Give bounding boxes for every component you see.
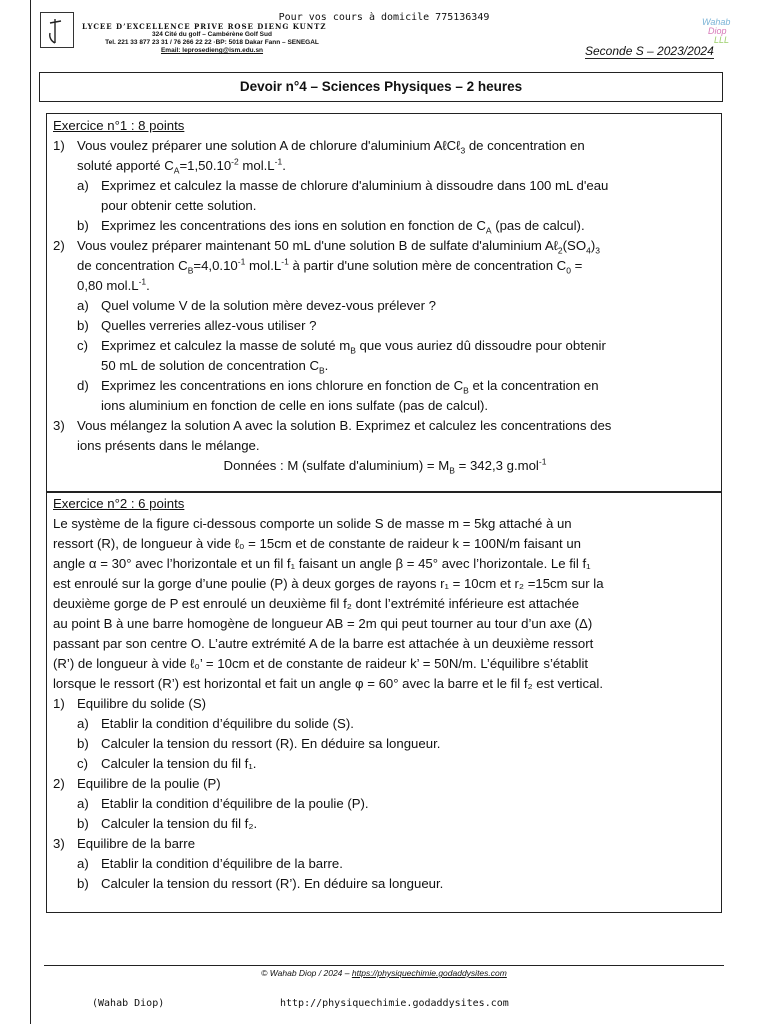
school-header — [82, 23, 342, 55]
subscript: A — [485, 225, 492, 236]
school-name: LYCEE D’EXCELLENCE PRIVE ROSE DIENG KUNTZ — [82, 22, 327, 31]
ex2-q2-title: Equilibre de la poulie (P) — [77, 776, 221, 791]
ex2-q1b — [53, 734, 717, 754]
ex1-q2d-text: et la concentration en — [468, 378, 599, 393]
bottom-url: http://physiquechimie.godaddysites.com — [280, 998, 509, 1009]
superscript: -2 — [231, 156, 239, 167]
ex2-q3b-label: b) — [77, 876, 89, 891]
exercise-2-box — [46, 491, 722, 913]
ex1-q2-text: . — [146, 278, 150, 293]
ex1-q2c-text: que vous auriez dû dissoudre pour obtenir — [355, 338, 606, 353]
ex2-q2a-text: Etablir la condition d’équilibre de la poulie (P). — [101, 796, 369, 811]
ex2-q1a-text: Etablir la condition d’équilibre du solide (S). — [101, 716, 354, 731]
ex1-q2-line2 — [53, 256, 717, 276]
superscript: -1 — [274, 156, 283, 167]
footer-copyright: © Wahab Diop / 2024 – — [261, 968, 352, 978]
ex1-q2c-text: 50 mL de solution de concentration C — [101, 358, 319, 373]
school-contact: Tel. 221 33 877 23 31 / 76 266 22 22 ·BP: 5018 Dakar Fann – SENEGAL — [105, 39, 319, 46]
subscript: 3 — [595, 245, 600, 256]
ex1-q1a-label: a) — [77, 178, 89, 193]
ex1-q1-line2 — [53, 156, 717, 176]
subscript: B — [318, 365, 325, 376]
ex2-q1c-label: c) — [77, 756, 88, 771]
ex1-q2-line3 — [53, 276, 717, 296]
ex1-data — [53, 456, 717, 476]
footer-divider — [44, 965, 724, 966]
ex1-q2-text: (SO — [562, 238, 587, 253]
footer — [0, 968, 768, 978]
ex1-q1-text: soluté apporté C — [77, 158, 174, 173]
ex1-q2b — [53, 316, 717, 336]
ex1-data-text: Données : M (sulfate d'aluminium) = M — [223, 458, 450, 473]
ex2-q2b — [53, 814, 717, 834]
ex1-q2c-line2 — [53, 356, 717, 376]
exercise-1-title: Exercice n°1 : 8 points — [53, 118, 185, 133]
ex1-q2c-text: . — [324, 358, 329, 373]
promo-text: Pour vos cours à domicile 775136349 — [278, 12, 490, 23]
subscript: 0 — [566, 265, 571, 276]
ex1-q2a-label: a) — [77, 298, 89, 313]
ex2-q1-number: 1) — [53, 696, 65, 711]
ex2-q1 — [53, 694, 717, 714]
subscript: B — [187, 265, 194, 276]
ex2-q1b-text: Calculer la tension du ressort (R). En déduire sa longueur. — [101, 736, 441, 751]
ex2-q2a-label: a) — [77, 796, 89, 811]
ex1-q2d-label: d) — [77, 378, 89, 393]
ex2-q2b-label: b) — [77, 816, 89, 831]
ex1-q1-number: 1) — [53, 138, 65, 153]
ex1-q2-text: ) — [590, 238, 596, 253]
ex2-q3 — [53, 834, 717, 854]
ex1-q2b-text: Quelles verreries allez-vous utiliser ? — [101, 318, 317, 333]
ex1-q2c — [53, 336, 717, 356]
ex2-q2 — [53, 774, 717, 794]
ex1-q2d — [53, 376, 717, 396]
ex2-para-line: au point B à une barre homogène de longueur AB = 2m qui peut tourner au tour d’un axe (Δ) — [53, 616, 593, 631]
ex1-q2a — [53, 296, 717, 316]
subscript: 3 — [460, 145, 466, 156]
ex1-q2c-label: c) — [77, 338, 88, 353]
ex2-q1c-text: Calculer la tension du fil f₁. — [101, 756, 257, 771]
subscript: B — [449, 465, 455, 476]
brand-word-2: Diop — [708, 26, 727, 36]
footer-link[interactable]: https://physiquechimie.godaddysites.com — [351, 968, 507, 978]
ex2-q3a — [53, 854, 717, 874]
ex2-q2b-text: Calculer la tension du fil f₂. — [101, 816, 258, 831]
ex1-q1b-text: (pas de calcul). — [491, 218, 585, 233]
ex1-q1-text: . — [282, 158, 286, 173]
subscript: 4 — [586, 245, 591, 256]
ex1-data-text: = 342,3 g.mol — [454, 458, 539, 473]
ex2-para-line: Le système de la figure ci-dessous comporte un solide S de masse m = 5kg attaché à un — [53, 516, 572, 531]
superscript: -1 — [138, 276, 147, 287]
ex2-q3a-text: Etablir la condition d’équilibre de la barre. — [101, 856, 343, 871]
subscript: A — [173, 165, 180, 176]
ex1-q2 — [53, 236, 717, 256]
ex1-q1 — [53, 136, 717, 156]
exam-title: Devoir n°4 – Sciences Physiques – 2 heures — [39, 72, 723, 102]
ex2-q3b-text: Calculer la tension du ressort (R’). En déduire sa longueur. — [101, 876, 444, 891]
ex1-q2-text: à partir d'une solution mère de concentration C — [288, 258, 567, 273]
ex2-q3b — [53, 874, 717, 894]
ex2-q2a — [53, 794, 717, 814]
ex1-q1a-line2 — [53, 196, 717, 216]
ex2-q3-number: 3) — [53, 836, 65, 851]
ex1-q2-text: mol.L — [245, 258, 282, 273]
ex1-q1a-text: Exprimez et calculez la masse de chlorure d'aluminium à dissoudre dans 100 mL d'eau — [101, 178, 609, 193]
subscript: 2 — [557, 245, 563, 256]
brand-word-3: LLL — [714, 35, 730, 45]
brand-word-1: Wahab — [702, 17, 731, 27]
school-email: Email: leprosedieng@ism.edu.sn — [160, 47, 264, 54]
ex2-q1a-label: a) — [77, 716, 89, 731]
ex2-para-line: (R’) de longueur à vide ℓ₀’ = 10cm et de constante de raideur k’ = 50N/m. L’équilibre s’établit — [53, 656, 589, 671]
ex2-para-line: deuxième gorge de P est enroulé un deuxième fil f₂ dont l’extrémité inférieure est attachée — [53, 596, 580, 611]
ex1-q2-text: Vous voulez préparer maintenant 50 mL d'une solution B de sulfate d'aluminium Aℓ — [77, 238, 558, 253]
superscript: -1 — [237, 256, 246, 267]
page-left-border — [30, 0, 31, 1024]
ex2-para-line: lorsque le ressort (R’) est horizontal et fait un angle φ = 60° avec la barre et le fil f₂ est vertical. — [53, 676, 603, 691]
ex2-q3a-label: a) — [77, 856, 89, 871]
ex1-q1-text: =1,50.10 — [179, 158, 232, 173]
ex1-q3-line2 — [53, 436, 717, 456]
ex2-para-line: est enroulé sur la gorge d’une poulie (P) à deux gorges de rayons r₁ = 10cm et r₂ =15cm sur la — [53, 576, 604, 591]
ex1-q2-text: 0,80 mol.L — [77, 278, 139, 293]
ex2-q2-number: 2) — [53, 776, 65, 791]
superscript: -1 — [538, 456, 547, 467]
ex1-q2d-text: Exprimez les concentrations en ions chlorure en fonction de C — [101, 378, 464, 393]
ex2-q1b-label: b) — [77, 736, 89, 751]
ex2-para-line: angle α = 30° avec l’horizontale et un fil f₁ faisant un angle β = 45° avec l’horizontale. Le fil f₁ — [53, 556, 591, 571]
superscript: -1 — [281, 256, 289, 267]
ex1-q1-text: de concentration en — [465, 138, 585, 153]
exercise-1-box — [46, 113, 722, 493]
school-logo — [40, 12, 74, 48]
ex1-q2d-text: ions aluminium en fonction de celle en ions sulfate (pas de calcul). — [101, 398, 489, 413]
ex1-q3 — [53, 416, 717, 436]
ex1-q1b-text: Exprimez les concentrations des ions en solution en fonction de C — [101, 218, 486, 233]
ex1-q1a-text: pour obtenir cette solution. — [101, 198, 257, 213]
school-address: 324 Cité du golf – Cambérène Golf Sud — [152, 31, 272, 38]
ex2-para-line: ressort (R), de longueur à vide ℓ₀ = 15cm et de constante de raideur k = 100N/m faisant un — [53, 536, 581, 551]
ex2-para-line: passant par son centre O. L’autre extrémité A de la barre est attachée à un deuxième ressort — [53, 636, 594, 651]
brand-logo — [702, 18, 730, 45]
ex1-q1b-label: b) — [77, 218, 89, 233]
bottom-author: (Wahab Diop) — [92, 998, 165, 1009]
ex1-q2b-label: b) — [77, 318, 89, 333]
ex2-q3-title: Equilibre de la barre — [77, 836, 196, 851]
ex1-q2c-text: Exprimez et calculez la masse de soluté m — [101, 338, 351, 353]
ex1-q2-text: =4,0.10 — [193, 258, 238, 273]
ex1-q3-text: Vous mélangez la solution A avec la solution B. Exprimez et calculez les concentrations des — [77, 418, 612, 433]
ex1-q1-text: Vous voulez préparer une solution A de chlorure d'aluminium AℓCℓ — [77, 138, 461, 153]
exercise-2-title: Exercice n°2 : 6 points — [53, 496, 185, 511]
ex1-q3-text: ions présents dans le mélange. — [77, 438, 260, 453]
ex2-q1c — [53, 754, 717, 774]
ex1-q2-text: = — [570, 258, 583, 273]
ex2-q1a — [53, 714, 717, 734]
subscript: B — [350, 345, 356, 356]
ex1-q3-number: 3) — [53, 418, 65, 433]
subscript: B — [463, 385, 469, 396]
ex1-q1a — [53, 176, 717, 196]
school-logo-icon — [41, 13, 73, 47]
ex1-q2d-line2 — [53, 396, 717, 416]
ex1-q2a-text: Quel volume V de la solution mère devez-vous prélever ? — [101, 298, 436, 313]
grade-label: Seconde S – 2023/2024 — [585, 44, 714, 58]
ex1-q1-text: mol.L — [238, 158, 275, 173]
ex1-q2-text: de concentration C — [77, 258, 188, 273]
ex1-q2-number: 2) — [53, 238, 65, 253]
ex2-q1-title: Equilibre du solide (S) — [77, 696, 207, 711]
ex1-q1b — [53, 216, 717, 236]
